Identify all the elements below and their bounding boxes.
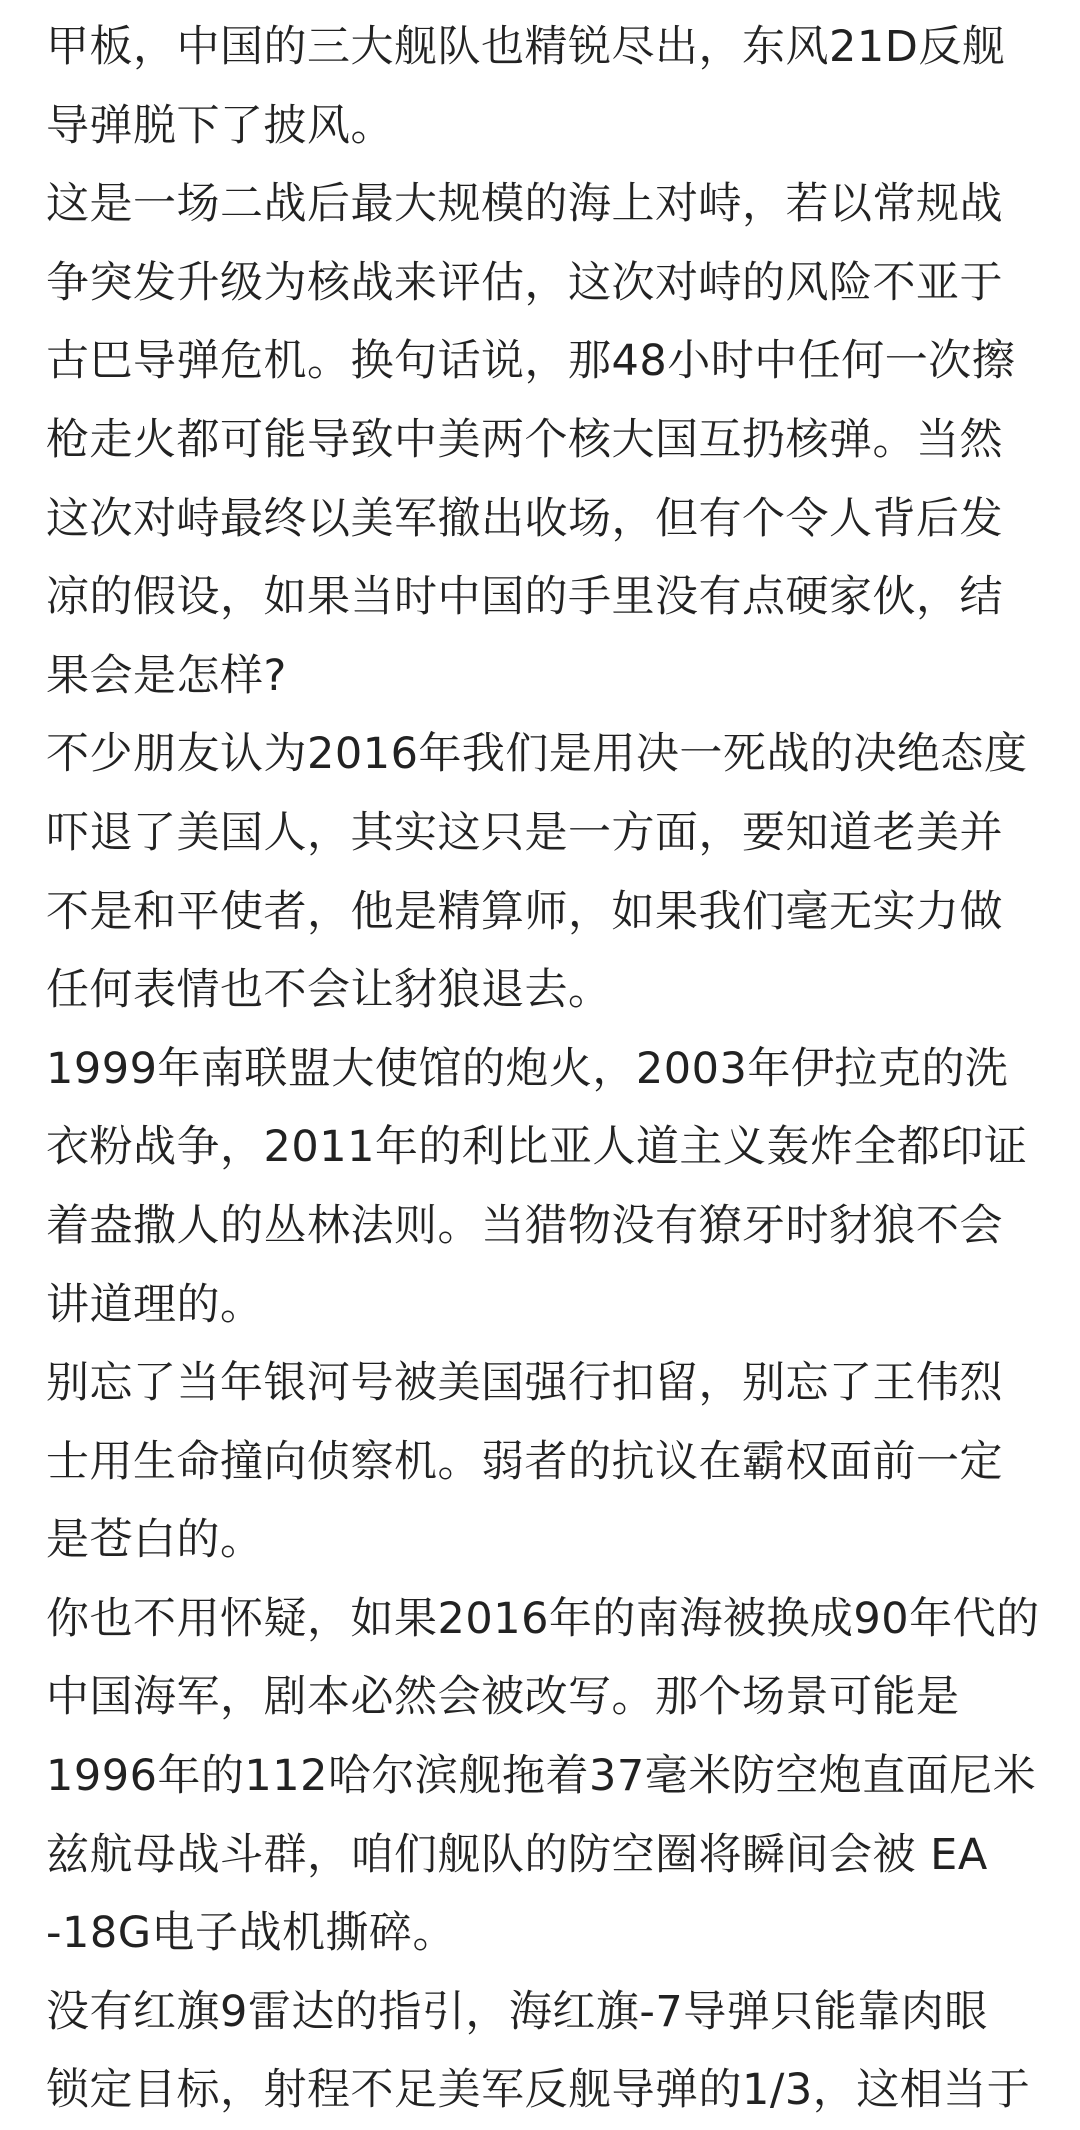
text-line: 别忘了当年银河号被美国强行扣留，别忘了王伟烈 <box>46 1358 1003 1409</box>
paragraph-3 <box>46 715 1046 1029</box>
text-line: 凉的假设，如果当时中国的手里没有点硬家伙，结 <box>46 572 1003 623</box>
text-line: 任何表情也不会让豺狼退去。 <box>46 965 612 1016</box>
paragraph-5 <box>46 1344 1046 1580</box>
paragraph-2 <box>46 165 1046 715</box>
text-line: 这是一场二战后最大规模的海上对峙，若以常规战 <box>46 179 1003 230</box>
text-line: 士用生命撞向侦察机。弱者的抗议在霸权面前一定 <box>46 1436 1003 1487</box>
text-line: 甲板，中国的三大舰队也精锐尽出，东风21D反舰 <box>46 22 1006 72</box>
text-line: 不少朋友认为2016年我们是用决一死战的决绝态度 <box>46 729 1028 780</box>
text-line: 中国海军，剧本必然会被改写。那个场景可能是 <box>46 1672 960 1723</box>
paragraph-6 <box>46 1580 1046 1973</box>
text-line: 讲道理的。 <box>46 1279 264 1330</box>
text-line: 导弹脱下了披风。 <box>46 100 394 151</box>
text-line: 没有红旗9雷达的指引，海红旗-7导弹只能靠肉眼 <box>46 1986 988 2037</box>
text-line: 争突发升级为核战来评估，这次对峙的风险不亚于 <box>46 257 1003 308</box>
text-line: 锁定目标，射程不足美军反舰导弹的1/3，这相当于 <box>46 2065 1031 2116</box>
paragraph-1 <box>46 8 1046 165</box>
text-line: 1996年的112哈尔滨舰拖着37毫米防空炮直面尼米 <box>46 1751 1037 1802</box>
text-line: 古巴导弹危机。换句话说，那48小时中任何一次擦 <box>46 336 1016 387</box>
text-line: -18G电子战机撕碎。 <box>46 1908 457 1959</box>
text-line: 着盎撒人的丛林法则。当猎物没有獠牙时豺狼不会 <box>46 1200 1003 1251</box>
text-line: 吓退了美国人，其实这只是一方面，要知道老美并 <box>46 807 1003 858</box>
paragraph-4 <box>46 1030 1046 1344</box>
text-line: 是苍白的。 <box>46 1515 264 1566</box>
text-line: 衣粉战争，2011年的利比亚人道主义轰炸全都印证 <box>46 1122 1028 1173</box>
text-line: 这次对峙最终以美军撤出收场，但有个令人背后发 <box>46 493 1003 544</box>
text-line: 果会是怎样? <box>46 650 287 701</box>
text-line: 你也不用怀疑，如果2016年的南海被换成90年代的 <box>46 1593 1040 1644</box>
paragraph-7 <box>46 1973 1046 2130</box>
text-line: 兹航母战斗群，咱们舰队的防空圈将瞬间会被 EA <box>46 1829 988 1880</box>
text-line: 1999年南联盟大使馆的炮火，2003年伊拉克的洗 <box>46 1043 1009 1094</box>
text-line: 不是和平使者，他是精算师，如果我们毫无实力做 <box>46 886 1003 937</box>
text-line: 枪走火都可能导致中美两个核大国互扔核弹。当然 <box>46 414 1003 465</box>
article-body <box>46 8 1046 2130</box>
